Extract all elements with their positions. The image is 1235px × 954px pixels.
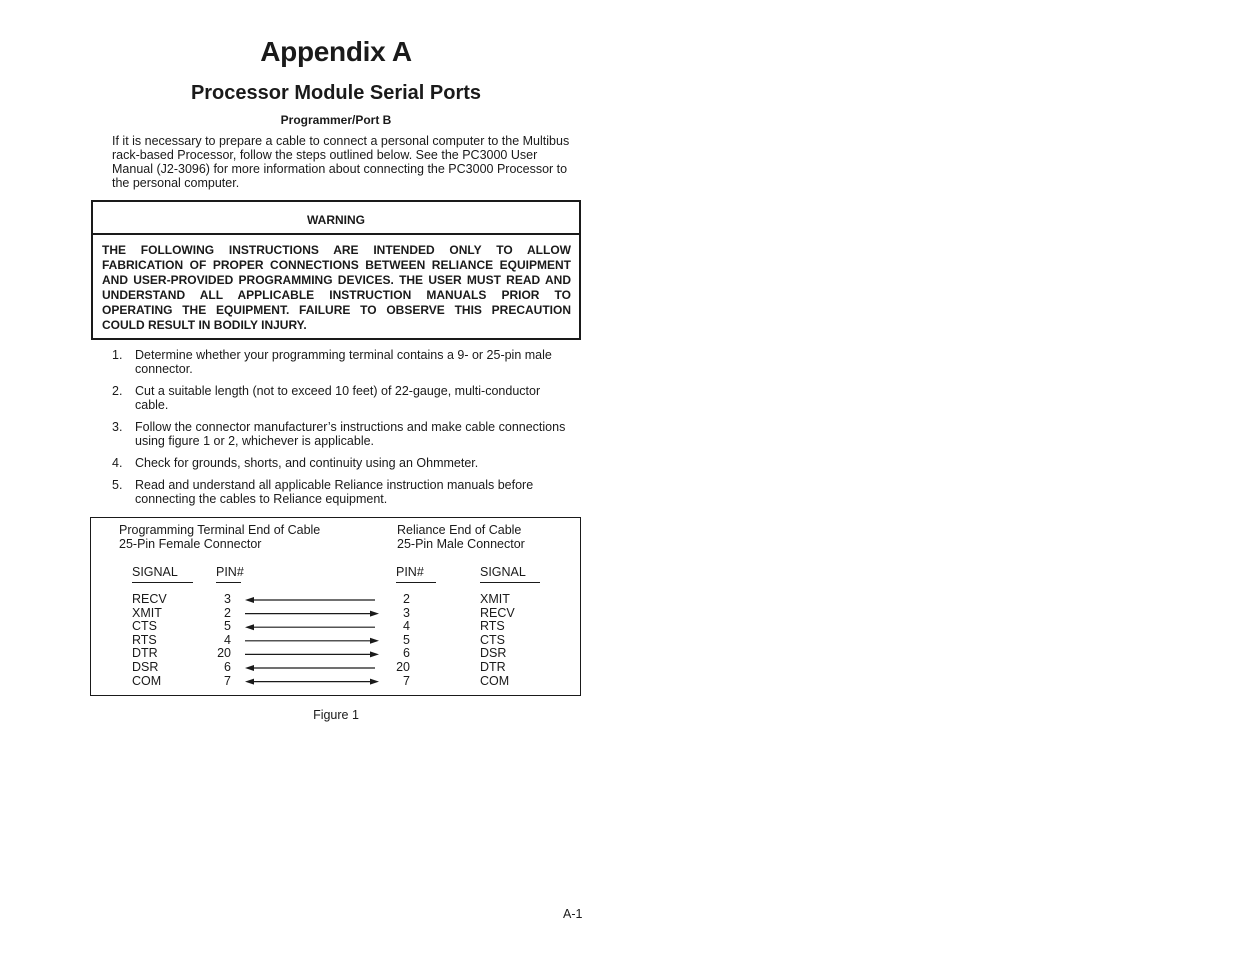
step-number: 5. bbox=[112, 478, 123, 492]
connection-arrow bbox=[245, 611, 379, 617]
left-pin: 2 bbox=[224, 605, 231, 620]
right-signal: RTS bbox=[480, 619, 505, 634]
connection-arrow bbox=[245, 665, 375, 671]
list-item bbox=[112, 420, 572, 448]
left-signal: RTS bbox=[132, 632, 157, 647]
right-pin: 6 bbox=[403, 646, 410, 661]
right-pin-header: PIN# bbox=[396, 565, 424, 579]
connection-arrow bbox=[245, 597, 375, 603]
header-rule bbox=[396, 582, 436, 583]
right-end-label: Reliance End of Cable bbox=[397, 523, 522, 537]
left-pin: 5 bbox=[224, 619, 231, 634]
right-signal-column bbox=[480, 593, 515, 688]
right-signal: COM bbox=[480, 673, 510, 688]
right-signal: XMIT bbox=[480, 592, 510, 606]
connection-arrows bbox=[241, 593, 386, 689]
list-item bbox=[112, 478, 572, 506]
step-text: Read and understand all applicable Reliance instruction manuals before connecting the cables to Reliance equipment. bbox=[135, 478, 534, 506]
step-text: Determine whether your programming terminal contains a 9- or 25-pin male connector. bbox=[135, 348, 552, 376]
right-signal: RECV bbox=[480, 605, 515, 620]
warning-title: WARNING bbox=[93, 202, 579, 235]
left-signal: RECV bbox=[132, 592, 167, 606]
right-pin: 2 bbox=[403, 592, 410, 606]
connection-arrow bbox=[245, 624, 375, 630]
right-pin-column bbox=[393, 593, 410, 688]
step-number: 1. bbox=[112, 348, 123, 362]
left-pin: 7 bbox=[224, 673, 231, 688]
left-connector-label: 25-Pin Female Connector bbox=[119, 536, 262, 551]
left-end-title bbox=[119, 524, 320, 551]
left-signal: CTS bbox=[132, 619, 157, 634]
list-item bbox=[112, 348, 572, 376]
left-end-label: Programming Terminal End of Cable bbox=[119, 523, 321, 537]
right-pin: 3 bbox=[403, 605, 410, 620]
step-number: 2. bbox=[112, 384, 123, 398]
right-connector-label: 25-Pin Male Connector bbox=[397, 536, 525, 551]
header-rule bbox=[216, 582, 241, 583]
step-number: 4. bbox=[112, 456, 123, 470]
left-signal: DTR bbox=[132, 646, 158, 661]
left-signal: COM bbox=[132, 673, 162, 688]
right-signal: DTR bbox=[480, 659, 506, 674]
intro-paragraph: If it is necessary to prepare a cable to connect a personal computer to the Multibus rack-based Processor, follow the steps outlined below. See the PC3000 User Manual (J2-3096) for more information about connecting the PC3000 Processor to the personal computer. bbox=[112, 134, 570, 190]
step-text: Cut a suitable length (not to exceed 10 feet) of 22-gauge, multi-conductor cable. bbox=[135, 384, 541, 412]
list-item bbox=[112, 384, 572, 412]
right-signal-header: SIGNAL bbox=[480, 565, 526, 579]
step-number: 3. bbox=[112, 420, 123, 434]
step-text: Check for grounds, shorts, and continuity using an Ohmmeter. bbox=[135, 456, 479, 470]
connection-arrow bbox=[245, 651, 379, 657]
right-pin: 5 bbox=[403, 632, 410, 647]
right-signal: DSR bbox=[480, 646, 507, 661]
right-end-title bbox=[397, 524, 525, 551]
left-pin: 6 bbox=[224, 659, 231, 674]
right-signal: CTS bbox=[480, 632, 505, 647]
section-heading: Programmer/Port B bbox=[280, 113, 392, 127]
page-subtitle: Processor Module Serial Ports bbox=[190, 82, 482, 104]
left-signal-column bbox=[132, 593, 167, 688]
header-rule bbox=[132, 582, 193, 583]
left-pin: 20 bbox=[217, 646, 231, 661]
wiring-diagram bbox=[90, 517, 581, 696]
warning-text: THE FOLLOWING INSTRUCTIONS ARE INTENDED ONLY TO ALLOW FABRICATION OF PROPER CONNECTIONS BETWEEN RELIANCE EQUIPMENT AND USER-PROVIDED PROGRAMMING DEVICES. THE USER MUST READ AND UNDERSTAND ALL APPLICABLE INSTRUCTION MANUALS PRIOR TO OPERATING THE EQUIPMENT. FAILURE TO OBSERVE THIS PRECAUTION COULD RESULT IN BODILY INJURY. bbox=[102, 243, 571, 332]
left-pin-column bbox=[213, 593, 231, 688]
header-rule bbox=[480, 582, 540, 583]
connection-arrow bbox=[245, 638, 379, 644]
right-pin: 4 bbox=[403, 619, 410, 634]
left-pin-header: PIN# bbox=[216, 565, 244, 579]
right-pin: 7 bbox=[403, 673, 410, 688]
left-signal-header: SIGNAL bbox=[132, 565, 178, 579]
left-signal: DSR bbox=[132, 659, 159, 674]
step-text: Follow the connector manufacturer’s instructions and make cable connections using figure 1 or 2, whichever is applicable. bbox=[135, 420, 566, 448]
steps-list bbox=[112, 348, 572, 514]
left-signal: XMIT bbox=[132, 605, 162, 620]
page-title: Appendix A bbox=[260, 36, 412, 67]
left-pin: 4 bbox=[224, 632, 231, 647]
connection-arrow bbox=[245, 679, 379, 685]
page-number: A-1 bbox=[563, 907, 583, 921]
list-item bbox=[112, 456, 572, 470]
left-pin: 3 bbox=[224, 592, 231, 606]
figure-caption: Figure 1 bbox=[313, 708, 359, 722]
warning-box bbox=[91, 200, 581, 340]
right-pin: 20 bbox=[396, 659, 410, 674]
